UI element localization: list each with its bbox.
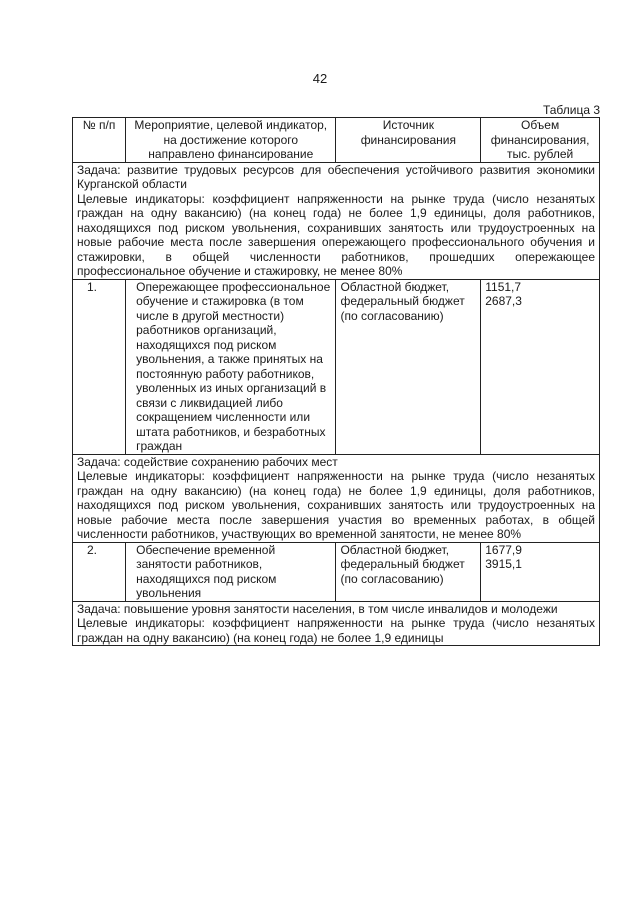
header-num: № п/п	[73, 118, 126, 163]
amount-regional: 1151,7	[485, 279, 522, 294]
header-amount: Объем финансирования, тыс. рублей	[481, 118, 600, 163]
page-number: 42	[312, 71, 328, 86]
section-row	[73, 162, 600, 279]
amount-regional: 1677,9	[485, 542, 522, 557]
row-num: 1.	[73, 279, 126, 454]
row-measure: Обеспечение временной занятости работников, находящихся под риском увольнения	[126, 542, 336, 601]
task-text: Задача: повышение уровня занятости населения, в том числе инвалидов и молодежи	[77, 601, 558, 616]
table-row	[73, 542, 600, 601]
financing-table	[72, 117, 600, 646]
section-row	[73, 454, 600, 542]
indicators-text: Целевые индикаторы: коэффициент напряженности на рынке труда (число незанятых граждан на одну вакансию) (на конец года) не более 1,9 единицы	[77, 616, 595, 645]
table-header-row	[73, 118, 600, 163]
row-amount	[481, 279, 600, 454]
task-text: Задача: развитие трудовых ресурсов для обеспечения устойчивого развития экономики Курганской области	[77, 162, 595, 191]
row-measure: Опережающее профессиональное обучение и стажировка (в том числе в другой местности) работников организаций, находящихся под риском увольнения, а также принятых на постоянную работу работников, уволенных из иных организаций в связи с ликвидацией либо сокращением численности или штата работников, и безработных граждан	[126, 279, 336, 454]
table-caption: Таблица 3	[542, 103, 600, 117]
header-measure: Мероприятие, целевой индикатор, на достижение которого направлено финансирование	[126, 118, 336, 163]
row-source: Областной бюджет, федеральный бюджет (по согласованию)	[336, 542, 481, 601]
amount-federal: 2687,3	[485, 294, 522, 308]
amount-federal: 3915,1	[485, 557, 522, 571]
section-row	[73, 601, 600, 646]
row-amount	[481, 542, 600, 601]
indicators-text: Целевые индикаторы: коэффициент напряженности на рынке труда (число незанятых граждан на одну вакансию) (на конец года) не более 1,9 единицы, доля работников, находящихся под риском увольнения, сохранивших занятость или трудоустроенных на новые рабочие места после завершения участия во временных работах, в общей численности работников, участвующих во временной занятости, не менее 80%	[77, 469, 595, 541]
table-row	[73, 279, 600, 454]
task-text: Задача: содействие сохранению рабочих мест	[77, 454, 338, 469]
row-source: Областной бюджет, федеральный бюджет (по согласованию)	[336, 279, 481, 454]
header-source: Источник финансирования	[336, 118, 481, 163]
row-num: 2.	[73, 542, 126, 601]
indicators-text: Целевые индикаторы: коэффициент напряженности на рынке труда (число незанятых граждан на одну вакансию) (на конец года) не более 1,9 единицы, доля работников, находящихся под риском увольнения, сохранивших занятость или трудоустроенных на новые рабочие места после завершения опережающего профессионального обучения и стажировки, в общей численности работников, прошедших опережающее профессиональное обучение и стажировку, не менее 80%	[77, 191, 595, 278]
